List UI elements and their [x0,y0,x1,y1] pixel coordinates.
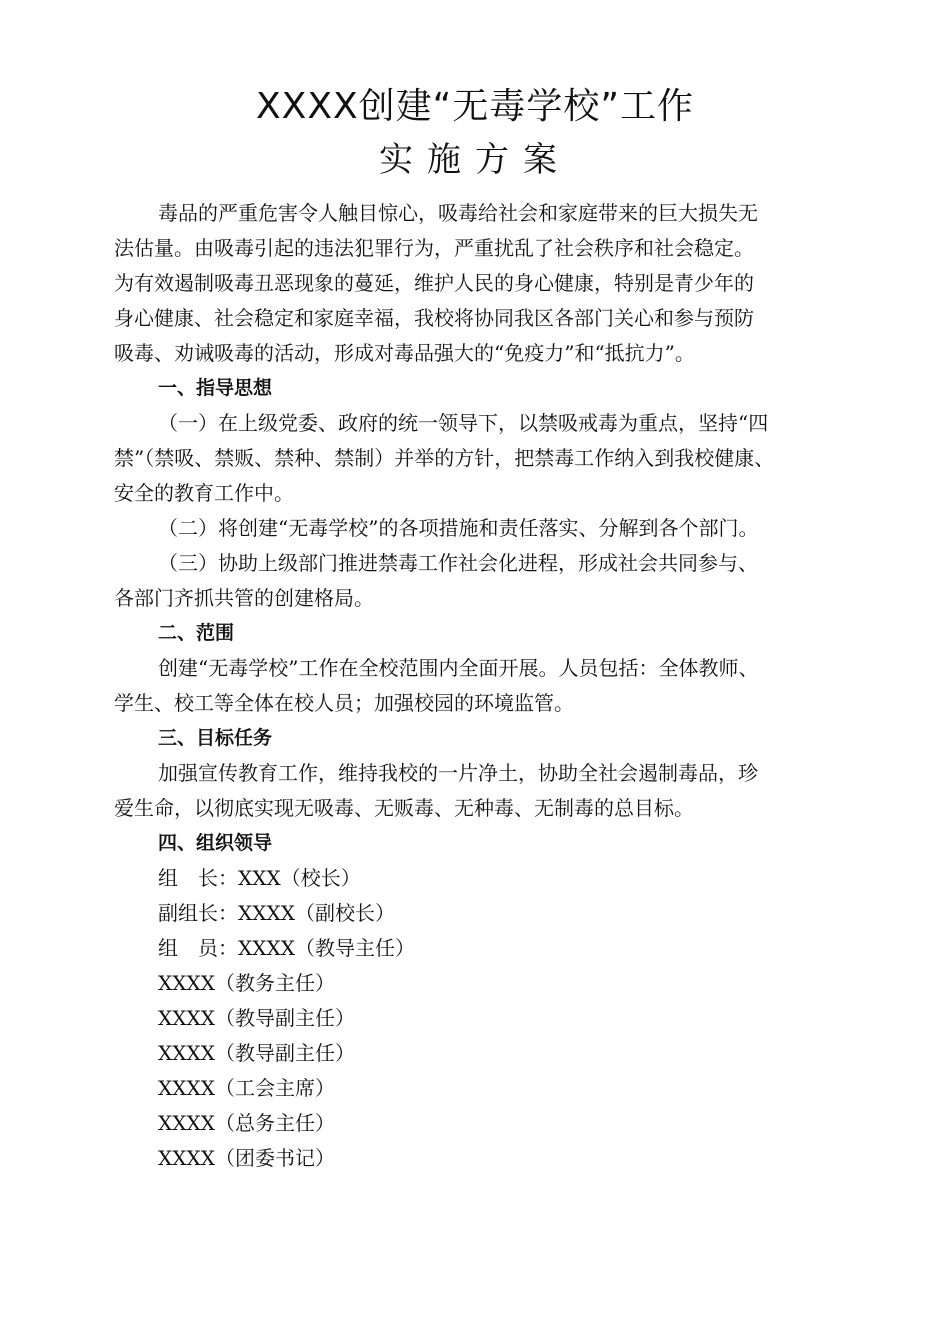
paragraph-line: 学生、校工等全体在校人员；加强校园的环境监管。 [114,691,574,715]
member-line: 组 员：XXXX（教导主任） [158,936,415,960]
intro-line: 法估量。由吸毒引起的违法犯罪行为，严重扰乱了社会秩序和社会稳定。 [114,236,754,260]
document-subtitle: 实施方案 [379,140,571,180]
paragraph-line: 创建“无毒学校”工作在全校范围内全面开展。人员包括：全体教师、 [158,656,759,680]
intro-line: 吸毒、劝诫吸毒的活动，形成对毒品强大的“免疫力”和“抵抗力”。 [114,341,695,365]
paragraph-line: （一）在上级党委、政府的统一领导下，以禁吸戒毒为重点，坚持“四 [158,411,769,435]
section-heading-goals: 三、目标任务 [158,727,273,749]
member-line: 副组长：XXXX（副校长） [158,901,395,925]
member-line: XXXX（教务主任） [158,971,335,995]
paragraph-line: 爱生命，以彻底实现无吸毒、无贩毒、无种毒、无制毒的总目标。 [114,796,694,820]
document-title: XXXX创建“无毒学校”工作 [256,86,694,127]
paragraph-line: 加强宣传教育工作，维持我校的一片净土，协助全社会遏制毒品，珍 [158,761,758,785]
member-line: 组 长：XXX（校长） [158,866,361,890]
member-line: XXXX（团委书记） [158,1146,335,1170]
member-line: XXXX（教导副主任） [158,1006,355,1030]
paragraph-line: 禁”（禁吸、禁贩、禁种、禁制）并举的方针，把禁毒工作纳入到我校健康、 [114,446,775,470]
paragraph-line: （二）将创建“无毒学校”的各项措施和责任落实、分解到各个部门。 [158,516,759,540]
member-line: XXXX（教导副主任） [158,1041,355,1065]
member-line: XXXX（工会主席） [158,1076,335,1100]
section-heading-guiding-thought: 一、指导思想 [158,377,273,399]
member-line: XXXX（总务主任） [158,1111,335,1135]
document-body [114,196,854,1176]
section-heading-scope: 二、范围 [158,622,235,644]
intro-line: 身心健康、社会稳定和家庭幸福，我校将协同我区各部门关心和参与预防 [114,306,754,330]
intro-line: 毒品的严重危害令人触目惊心，吸毒给社会和家庭带来的巨大损失无 [158,201,758,225]
section-heading-leadership: 四、组织领导 [158,832,273,854]
paragraph-line: 安全的教育工作中。 [114,481,294,505]
paragraph-line: 各部门齐抓共管的创建格局。 [114,586,374,610]
paragraph-line: （三）协助上级部门推进禁毒工作社会化进程，形成社会共同参与、 [158,551,758,575]
intro-line: 为有效遏制吸毒丑恶现象的蔓延，维护人民的身心健康，特别是青少年的 [114,271,754,295]
